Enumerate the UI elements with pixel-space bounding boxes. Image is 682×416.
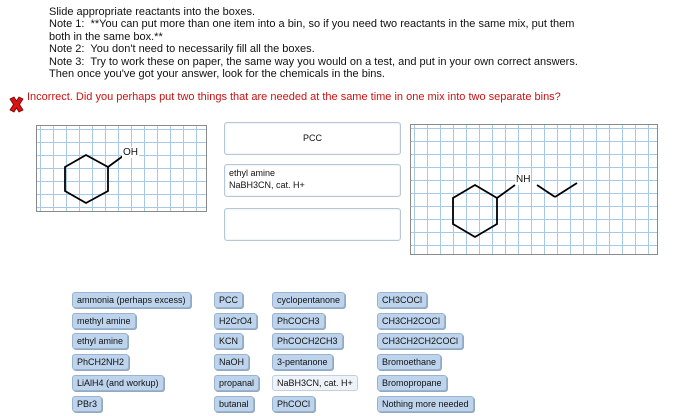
reagent-chip[interactable]: 3-pentanone xyxy=(272,354,333,370)
reagent-chip[interactable]: CH3CH2COCl xyxy=(377,313,445,329)
bin-3[interactable] xyxy=(224,208,401,241)
reagent-chip[interactable]: methyl amine xyxy=(72,313,136,329)
reagent-chip[interactable]: NaOH xyxy=(214,354,249,370)
reagent-chip[interactable]: ammonia (perhaps excess) xyxy=(72,292,191,308)
note-3-continued: Then once you've got your answer, look for the chemicals in the bins. xyxy=(49,68,385,81)
note-3: Note 3: Try to work these on paper, the same way you would on a test, and put in your own correct answers. xyxy=(49,55,578,68)
reagent-chip[interactable]: LiAlH4 (and workup) xyxy=(72,375,164,391)
bin-2[interactable] xyxy=(224,164,401,197)
amine-product-structure xyxy=(411,125,659,256)
reagent-chip[interactable]: KCN xyxy=(214,333,243,349)
reagent-chip[interactable]: PBr3 xyxy=(72,396,102,412)
cyclohexanol-structure xyxy=(37,126,208,213)
feedback xyxy=(8,91,678,113)
note-1-continued: both in the same box.** xyxy=(49,30,163,43)
reagent-chip[interactable]: PhCOCH2CH3 xyxy=(272,333,343,349)
reagent-chip[interactable]: butanal xyxy=(214,396,254,412)
reagent-chip[interactable]: Bromopropane xyxy=(377,375,447,391)
feedback-message: Incorrect. Did you perhaps put two things that are needed at the same time in one mix into two separate bins? xyxy=(27,91,561,103)
reagent-chip[interactable]: PCC xyxy=(214,292,243,308)
bin-1[interactable] xyxy=(224,122,401,155)
reagent-chip[interactable]: Nothing more needed xyxy=(377,396,474,412)
note-2: Note 2: You don't need to necessarily fill all the boxes. xyxy=(49,43,315,56)
bin-2-item-1[interactable]: ethyl amine xyxy=(229,168,276,178)
hydroxyl-label: OH xyxy=(123,147,138,158)
reagent-chip[interactable]: PhCOCl xyxy=(272,396,315,412)
product-panel xyxy=(410,124,658,255)
note-1: Note 1: **You can put more than one item into a bin, so if you need two reactants in the same mix, put them xyxy=(49,18,575,31)
reagent-chip[interactable]: ethyl amine xyxy=(72,333,128,349)
reagent-chip[interactable]: Bromoethane xyxy=(377,354,441,370)
reagent-chip[interactable]: H2CrO4 xyxy=(214,313,257,329)
nh-label: NH xyxy=(516,174,531,185)
reagent-chip[interactable]: PhCOCH3 xyxy=(272,313,325,329)
starting-material-panel xyxy=(36,125,207,212)
reagent-chip[interactable]: PhCH2NH2 xyxy=(72,354,129,370)
bin-2-item-2[interactable]: NaBH3CN, cat. H+ xyxy=(229,180,305,190)
reagent-chip[interactable]: propanal xyxy=(214,375,259,391)
instructions xyxy=(49,6,679,80)
bin-1-item[interactable]: PCC xyxy=(302,133,322,143)
instruction-title: Slide appropriate reactants into the boxes. xyxy=(49,6,256,18)
reagent-chip[interactable]: CH3COCl xyxy=(377,292,427,308)
reagent-chip[interactable]: cyclopentanone xyxy=(272,292,345,308)
incorrect-x-icon xyxy=(8,96,25,113)
reagent-chip[interactable]: CH3CH2CH2COCl xyxy=(377,333,463,349)
reagent-placeholder: NaBH3CN, cat. H+ xyxy=(272,375,358,391)
